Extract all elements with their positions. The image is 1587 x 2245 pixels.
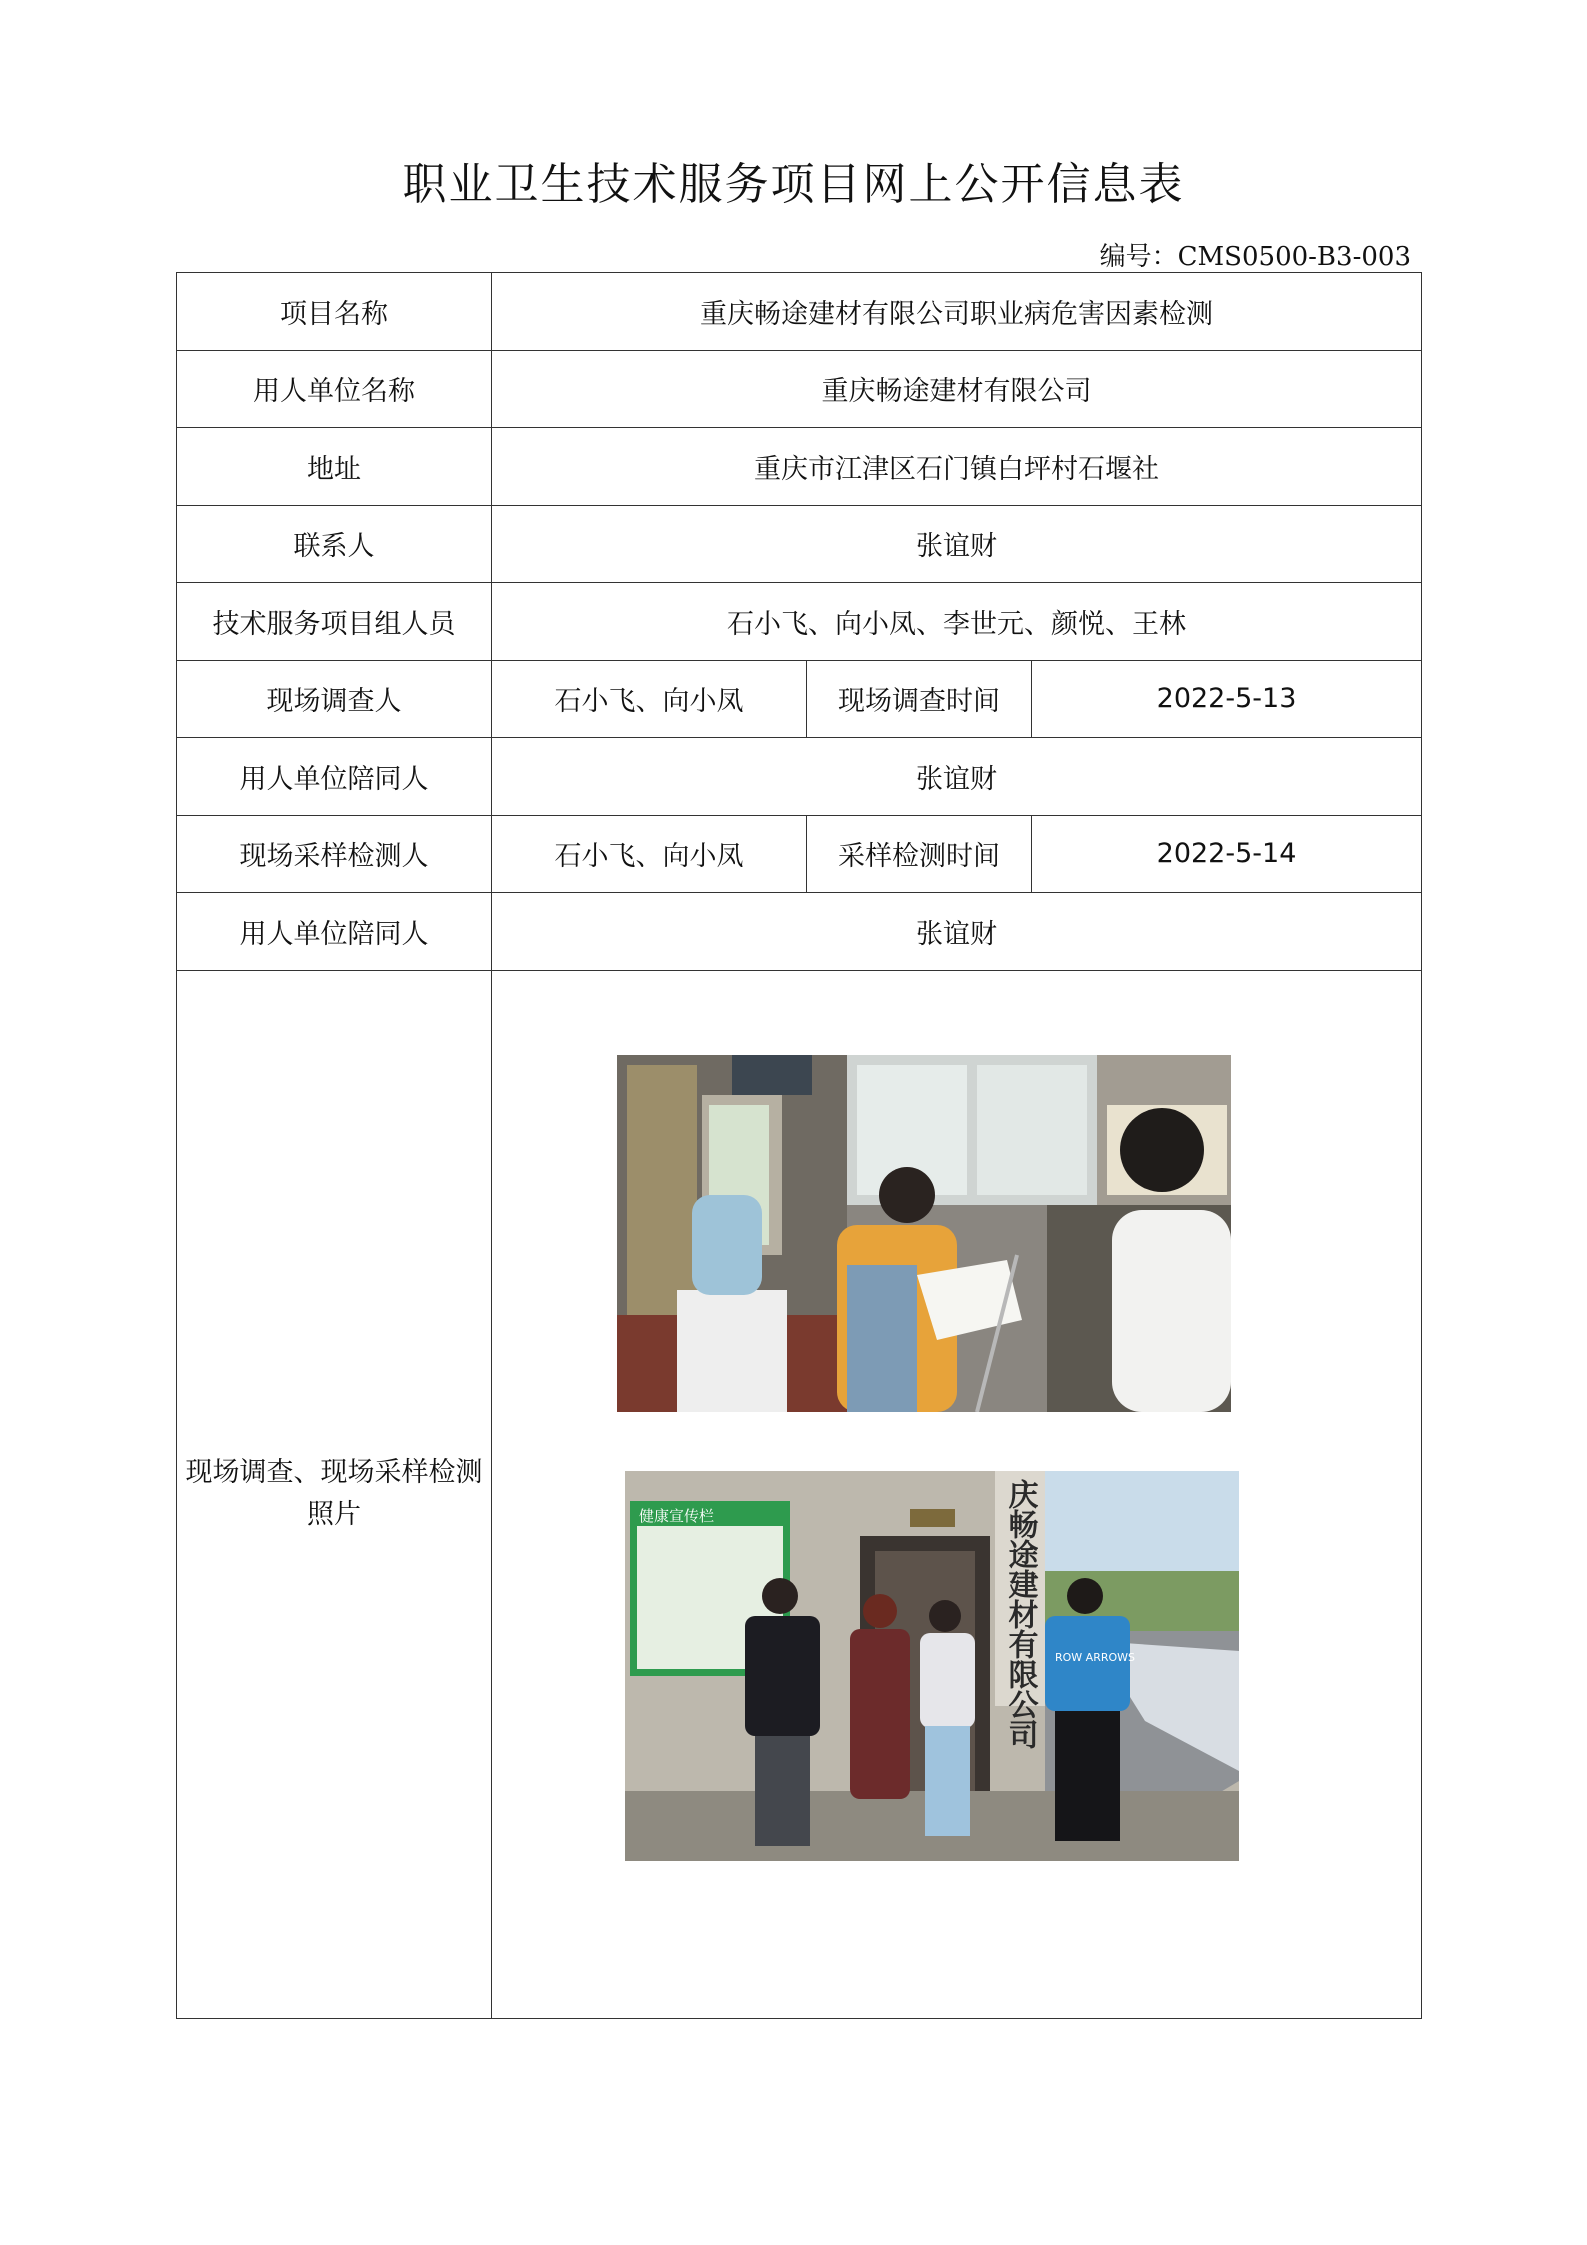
sampling-label: 现场采样检测人 <box>177 815 492 893</box>
survey-time-value: 2022-5-13 <box>1032 660 1422 738</box>
page-title: 职业卫生技术服务项目网上公开信息表 <box>402 159 1185 210</box>
company-sign-text: 庆畅途建材有限公司 <box>1002 1478 1038 1749</box>
employer-name-label: 用人单位名称 <box>177 350 492 428</box>
row-team <box>177 583 1422 661</box>
row-project-name <box>177 273 1422 351</box>
shirt-text: ROW ARROWS <box>1055 1650 1136 1664</box>
contact-label: 联系人 <box>177 505 492 583</box>
row-sampling <box>177 815 1422 893</box>
survey-value: 石小飞、向小凤 <box>492 660 807 738</box>
project-name-label: 项目名称 <box>177 273 492 351</box>
row-contact <box>177 505 1422 583</box>
photos-label: 现场调查、现场采样检测照片 <box>177 970 492 2018</box>
escort-2-label: 用人单位陪同人 <box>177 893 492 971</box>
sampling-time-label: 采样检测时间 <box>807 815 1032 893</box>
row-photos <box>177 970 1422 2018</box>
team-label: 技术服务项目组人员 <box>177 583 492 661</box>
employer-name-value: 重庆畅途建材有限公司 <box>492 350 1422 428</box>
row-employer-name <box>177 350 1422 428</box>
survey-label: 现场调查人 <box>177 660 492 738</box>
sampling-value: 石小飞、向小凤 <box>492 815 807 893</box>
photos-cell <box>492 970 1422 2018</box>
row-escort-1 <box>177 738 1422 816</box>
row-address <box>177 428 1422 506</box>
row-escort-2 <box>177 893 1422 971</box>
group-photo <box>625 1471 1239 1861</box>
row-survey <box>177 660 1422 738</box>
survey-time-label: 现场调查时间 <box>807 660 1032 738</box>
info-table <box>176 272 1422 2019</box>
address-label: 地址 <box>177 428 492 506</box>
team-value: 石小飞、向小凤、李世元、颜悦、王林 <box>492 583 1422 661</box>
sampling-time-value: 2022-5-14 <box>1032 815 1422 893</box>
document-number: 编号：CMS0500-B3-003 <box>1099 242 1411 272</box>
contact-value: 张谊财 <box>492 505 1422 583</box>
site-survey-photo <box>617 1055 1231 1412</box>
health-board-text: 健康宣传栏 <box>639 1506 715 1525</box>
project-name-value: 重庆畅途建材有限公司职业病危害因素检测 <box>492 273 1422 351</box>
escort-1-label: 用人单位陪同人 <box>177 738 492 816</box>
escort-1-value: 张谊财 <box>492 738 1422 816</box>
escort-2-value: 张谊财 <box>492 893 1422 971</box>
address-value: 重庆市江津区石门镇白坪村石堰社 <box>492 428 1422 506</box>
